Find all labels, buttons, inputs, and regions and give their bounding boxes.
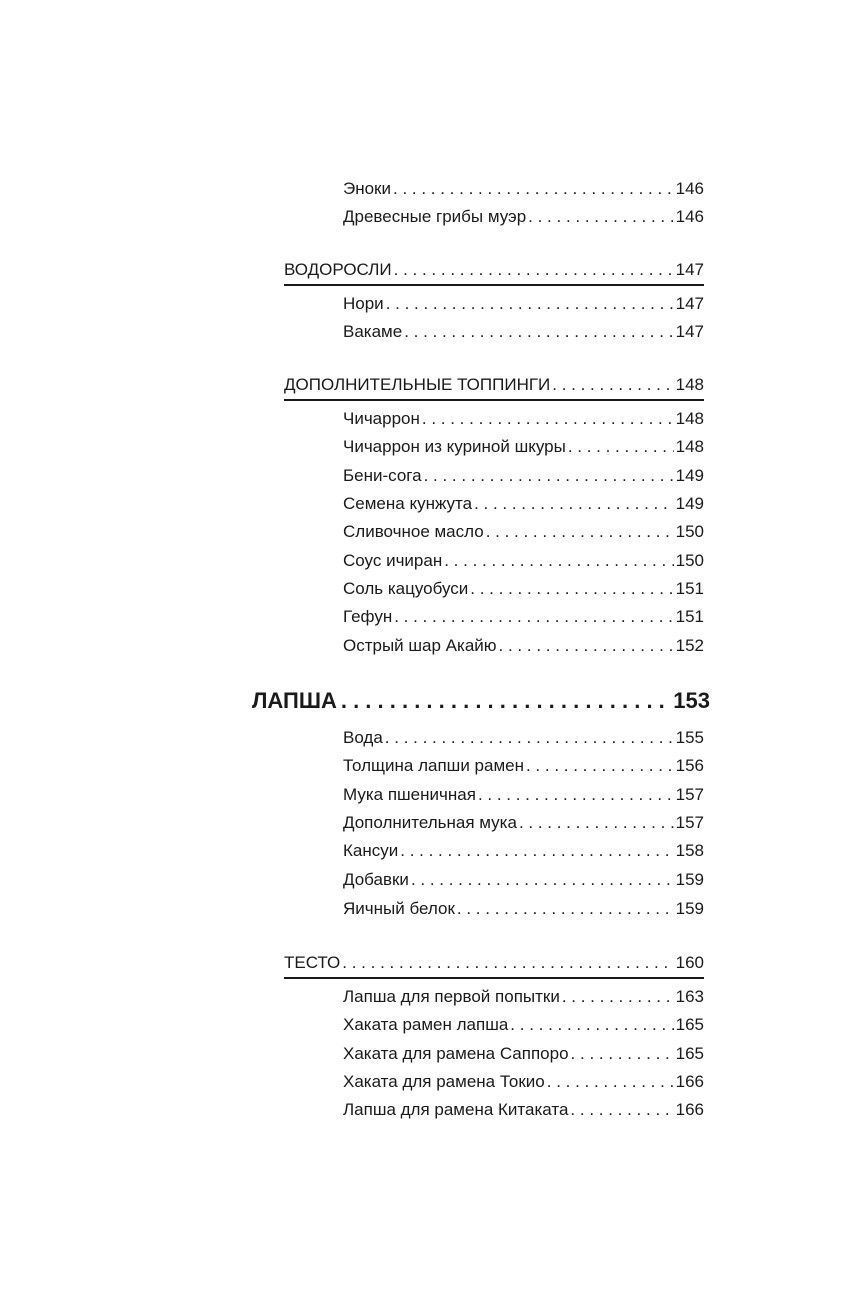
toc-entry-title: Соль кацуобуси <box>343 579 469 598</box>
toc-entry <box>343 1072 704 1096</box>
toc-entry-title: Бени-сога <box>343 466 422 485</box>
toc-entry-title: Вода <box>343 728 383 747</box>
toc-entry <box>343 870 704 894</box>
toc-entry-page: 157 <box>675 785 704 804</box>
toc-entry <box>343 636 704 660</box>
toc-entry-title: Добавки <box>343 870 409 889</box>
dot-leader <box>552 375 673 395</box>
dot-leader <box>571 1044 674 1064</box>
toc-section <box>284 260 704 284</box>
toc-entry-title: Семена кунжута <box>343 494 473 513</box>
toc-entry <box>343 987 704 1011</box>
toc-entry-page: 157 <box>675 813 704 832</box>
toc-entry-title: Вакаме <box>343 322 403 341</box>
toc-entry-title: Острый шар Акайю <box>343 636 497 655</box>
dot-leader <box>510 1015 673 1035</box>
toc-entry-page: 148 <box>675 437 704 456</box>
toc-entry <box>343 466 704 490</box>
toc-entry <box>343 1100 704 1124</box>
toc-entry <box>343 607 704 631</box>
dot-leader <box>486 522 674 542</box>
toc-entry <box>343 899 704 923</box>
section-underline <box>284 977 704 979</box>
toc-entry-page: 155 <box>675 728 704 747</box>
dot-leader <box>422 409 674 429</box>
toc-entry-title: Эноки <box>343 179 391 198</box>
toc-entry-page: 150 <box>675 522 704 541</box>
toc-entry <box>343 579 704 603</box>
toc-section <box>284 375 704 399</box>
toc-entry <box>343 1044 704 1068</box>
toc-entry <box>343 551 704 575</box>
toc-entry <box>343 728 704 752</box>
toc-entry-title: Мука пшеничная <box>343 785 476 804</box>
dot-leader <box>547 1072 674 1092</box>
toc-chapter-title: ЛАПША <box>252 688 337 713</box>
toc-entry <box>343 409 704 433</box>
dot-leader <box>386 294 674 314</box>
toc-section-page: 147 <box>675 260 704 279</box>
toc-entry <box>343 522 704 546</box>
toc-chapter <box>252 688 710 718</box>
dot-leader <box>342 953 673 973</box>
section-underline <box>284 284 704 286</box>
toc-entry-page: 146 <box>675 179 704 198</box>
toc-entry-title: Яичный белок <box>343 899 455 918</box>
toc-entry-page: 149 <box>675 466 704 485</box>
toc-entry-page: 166 <box>675 1100 704 1119</box>
toc-entry <box>343 322 704 346</box>
toc-entry-title: Сливочное масло <box>343 522 484 541</box>
toc-entry-page: 152 <box>675 636 704 655</box>
toc-entry <box>343 756 704 780</box>
toc-entry-title: Хаката рамен лапша <box>343 1015 509 1034</box>
toc-entry <box>343 207 704 231</box>
toc-entry-page: 158 <box>675 841 704 860</box>
toc-entry <box>343 437 704 461</box>
dot-leader <box>474 494 674 514</box>
dot-leader <box>404 322 673 342</box>
dot-leader <box>394 260 674 280</box>
dot-leader <box>528 207 673 227</box>
dot-leader <box>411 870 674 890</box>
dot-leader <box>562 987 674 1007</box>
toc-entry-title: Лапша для первой попытки <box>343 987 560 1006</box>
toc-entry-page: 147 <box>675 322 704 341</box>
toc-chapter-page: 153 <box>673 688 710 713</box>
toc-section-title: ТЕСТО <box>284 953 341 972</box>
toc-entry-page: 151 <box>675 579 704 598</box>
toc-entry-title: Чичаррон из куриной шкуры <box>343 437 566 456</box>
toc-entry-page: 165 <box>675 1015 704 1034</box>
toc-entry-page: 159 <box>675 870 704 889</box>
toc-section-page: 148 <box>675 375 704 394</box>
toc-entry-title: Гефун <box>343 607 393 626</box>
toc-entry-page: 159 <box>675 899 704 918</box>
dot-leader <box>444 551 673 571</box>
toc-entry-title: Хаката для рамена Саппоро <box>343 1044 569 1063</box>
toc-entry <box>343 1015 704 1039</box>
toc-section-page: 160 <box>675 953 704 972</box>
toc-entry <box>343 813 704 837</box>
toc-entry-page: 149 <box>675 494 704 513</box>
dot-leader <box>568 437 674 457</box>
toc-entry-page: 151 <box>675 607 704 626</box>
toc-entry <box>343 785 704 809</box>
toc-entry-title: Соус ичиран <box>343 551 443 570</box>
toc-section-title: ВОДОРОСЛИ <box>284 260 392 279</box>
dot-leader <box>499 636 674 656</box>
toc-entry <box>343 494 704 518</box>
dot-leader <box>424 466 674 486</box>
toc-entry-page: 156 <box>675 756 704 775</box>
dot-leader <box>393 179 674 199</box>
section-underline <box>284 399 704 401</box>
dot-leader <box>385 728 674 748</box>
toc-entry-title: Толщина лапши рамен <box>343 756 524 775</box>
toc-entry-page: 148 <box>675 409 704 428</box>
toc-entry-page: 163 <box>675 987 704 1006</box>
toc-entry-title: Лапша для рамена Китаката <box>343 1100 569 1119</box>
toc-section <box>284 953 704 977</box>
toc-entry <box>343 179 704 203</box>
dot-leader <box>526 756 674 776</box>
dot-leader <box>457 899 674 919</box>
toc-entry-page: 165 <box>675 1044 704 1063</box>
toc-entry-page: 146 <box>675 207 704 226</box>
toc-entry-page: 147 <box>675 294 704 313</box>
toc-entry-title: Чичаррон <box>343 409 420 428</box>
dot-leader <box>400 841 673 861</box>
toc-section-title: ДОПОЛНИТЕЛЬНЫЕ ТОППИНГИ <box>284 375 551 394</box>
toc-entry <box>343 841 704 865</box>
toc-entry-page: 150 <box>675 551 704 570</box>
dot-leader <box>341 688 669 714</box>
toc-entry <box>343 294 704 318</box>
toc-entry-title: Древесные грибы муэр <box>343 207 527 226</box>
dot-leader <box>570 1100 673 1120</box>
dot-leader <box>478 785 674 805</box>
dot-leader <box>394 607 673 627</box>
toc-entry-page: 166 <box>675 1072 704 1091</box>
dot-leader <box>470 579 673 599</box>
toc-entry-title: Хаката для рамена Токио <box>343 1072 545 1091</box>
dot-leader <box>519 813 674 833</box>
toc-entry-title: Дополнительная мука <box>343 813 517 832</box>
toc-entry-title: Кансуи <box>343 841 399 860</box>
toc-entry-title: Нори <box>343 294 384 313</box>
